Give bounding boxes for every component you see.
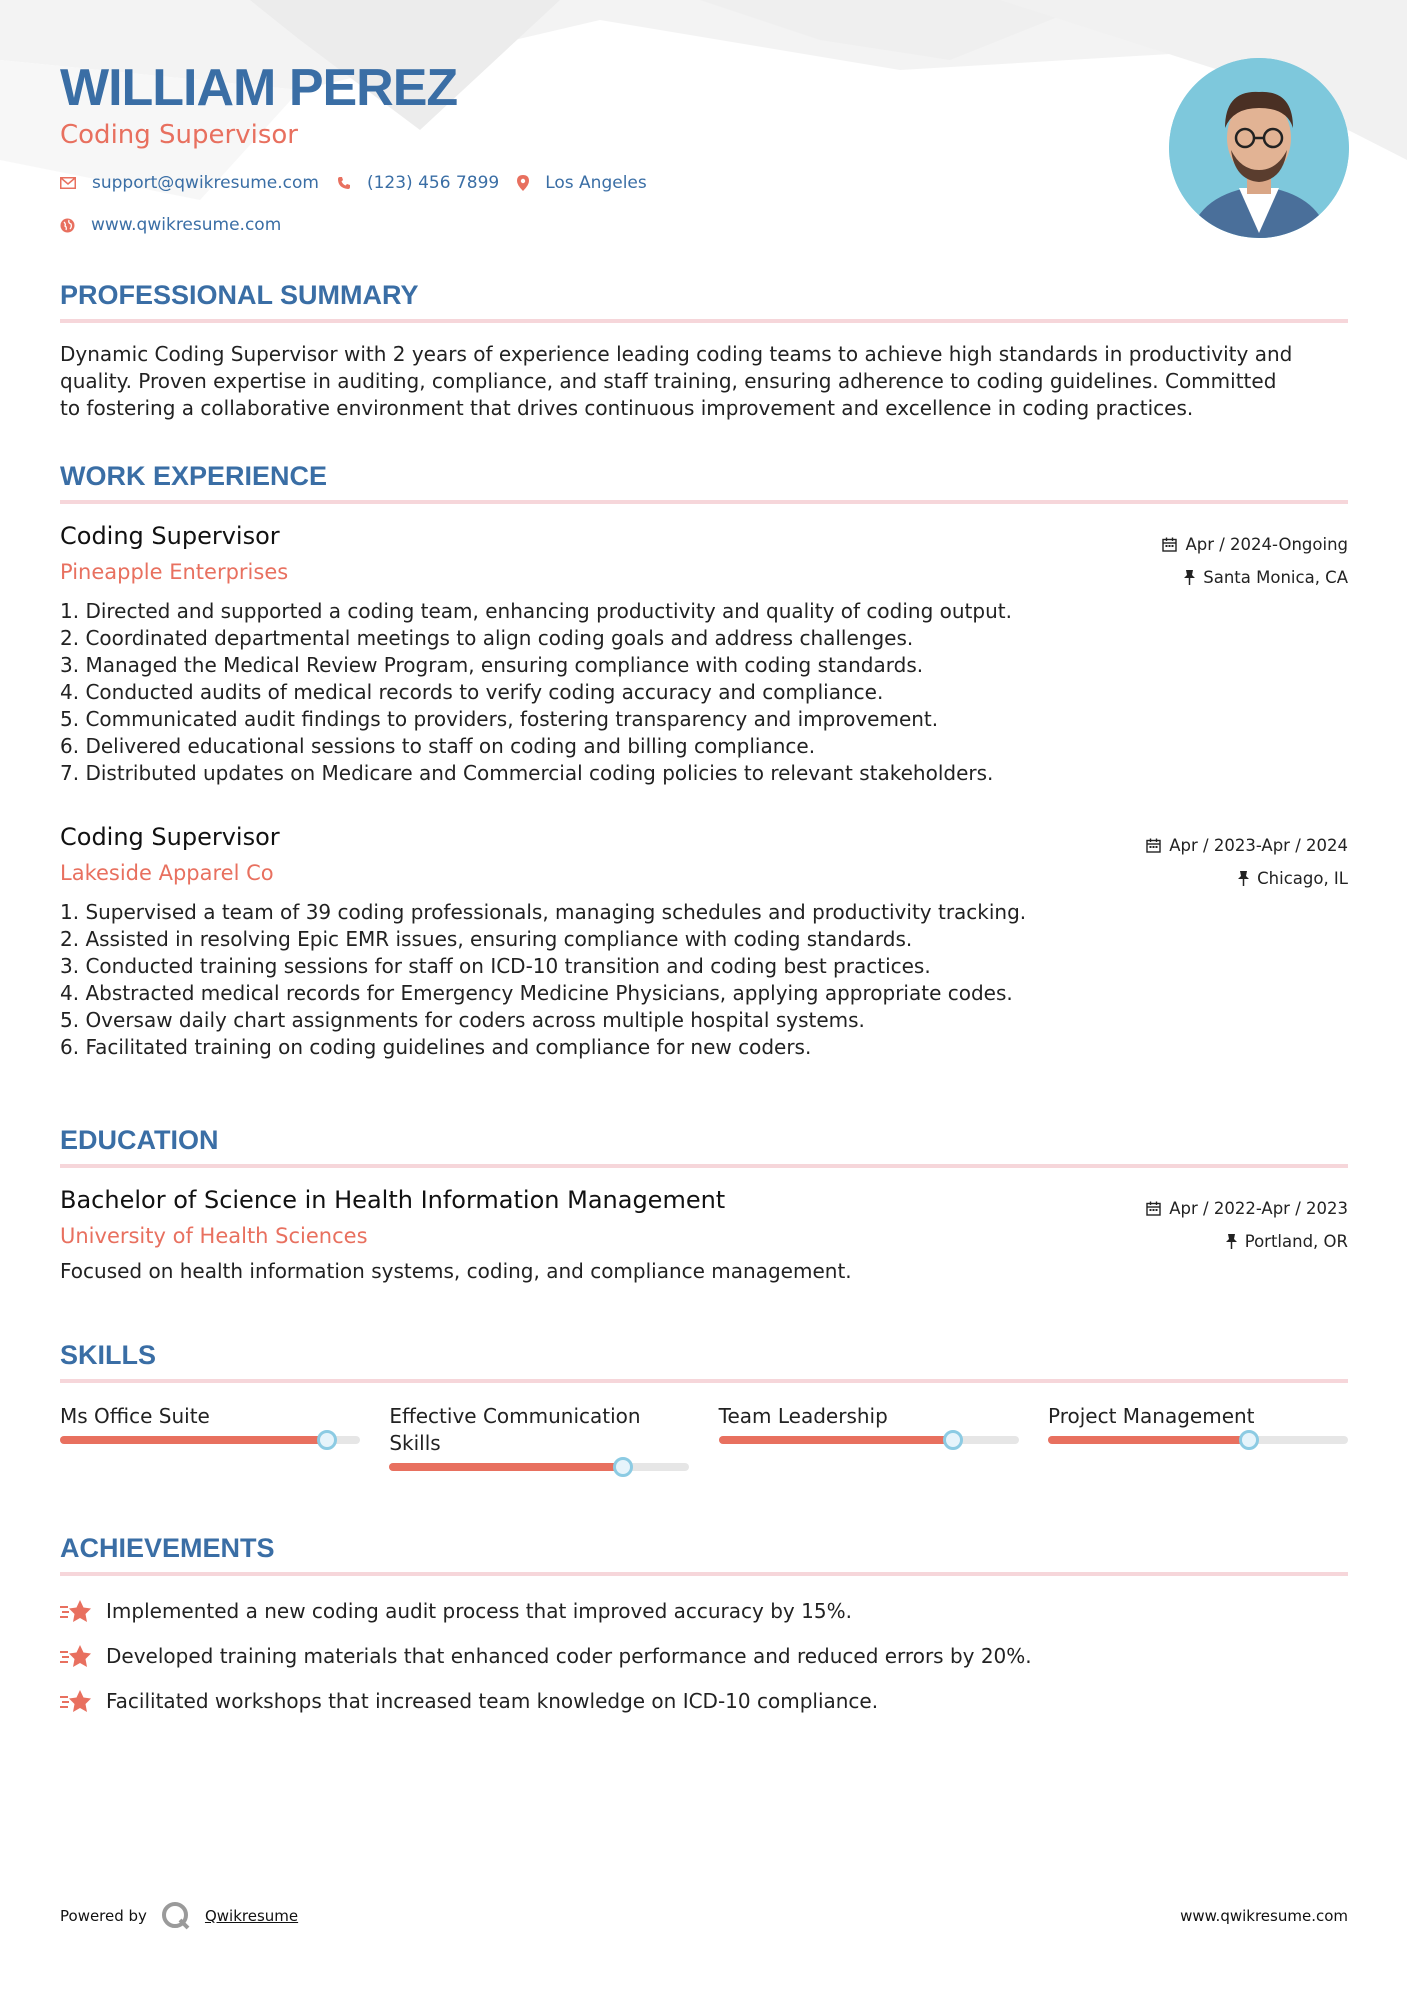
calendar-icon [1146, 838, 1161, 853]
skill-item [719, 1403, 1019, 1471]
job-meta [1146, 829, 1348, 895]
list-item: 5. Communicated audit findings to providers, fostering transparency and improvement. [60, 707, 939, 731]
list-item: 4. Abstracted medical records for Emergency Medicine Physicians, applying appropriate codes. [60, 981, 1013, 1005]
job-bullets [60, 598, 1348, 787]
email-text: support@qwikresume.com [92, 173, 319, 193]
phone-text: (123) 456 7899 [366, 173, 500, 193]
education-location [1146, 1225, 1348, 1258]
skill-item [1048, 1403, 1348, 1471]
skill-bar [1048, 1436, 1348, 1444]
skill-bar [389, 1463, 689, 1471]
list-item [60, 1633, 1348, 1678]
globe-icon [60, 218, 75, 233]
job-bullets [60, 899, 1348, 1061]
candidate-name: WILLIAM PEREZ [60, 59, 458, 117]
avatar [1169, 58, 1349, 238]
section-divider [60, 1164, 1348, 1168]
summary-line: to fostering a collaborative environment that drives continuous improvement and excellence in coding practices. [60, 396, 1194, 420]
website-text: www.qwikresume.com [91, 215, 282, 235]
job-dates [1162, 528, 1348, 561]
profile-photo-icon [1169, 58, 1349, 238]
achievement-text: Implemented a new coding audit process that improved accuracy by 15%. [106, 1598, 852, 1623]
contact-row [60, 173, 665, 193]
education-section [60, 1125, 1348, 1168]
school-name: University of Health Sciences [60, 1224, 368, 1248]
skill-bar [719, 1436, 1019, 1444]
location-item [517, 173, 647, 193]
job-location-text: Chicago, IL [1257, 869, 1348, 888]
contact-row-website [60, 215, 299, 235]
experience-section [60, 461, 1348, 504]
list-item: 7. Distributed updates on Medicare and Commercial coding policies to relevant stakeholders. [60, 761, 994, 785]
section-divider [60, 1572, 1348, 1576]
list-item: 6. Facilitated training on coding guidelines and compliance for new coders. [60, 1035, 812, 1059]
summary-heading: PROFESSIONAL SUMMARY [60, 280, 419, 310]
skill-fill [719, 1436, 953, 1444]
skills-list [60, 1403, 1348, 1471]
skill-fill [389, 1463, 623, 1471]
skill-name: Team Leadership [718, 1404, 888, 1428]
website-item[interactable] [60, 215, 281, 235]
list-item: 2. Assisted in resolving Epic EMR issues, ensuring compliance with coding standards. [60, 927, 913, 951]
phone-item[interactable] [337, 173, 499, 193]
skills-heading: SKILLS [60, 1340, 157, 1370]
job-location-text: Santa Monica, CA [1203, 568, 1348, 587]
skill-knob [613, 1457, 633, 1477]
powered-by-text: Powered by [60, 1907, 147, 1925]
job-company: Lakeside Apparel Co [60, 861, 274, 885]
skill-knob [1239, 1430, 1259, 1450]
achievements-list [60, 1588, 1348, 1723]
skill-name: Project Management [1047, 1404, 1255, 1428]
list-item: 3. Managed the Medical Review Program, ensuring compliance with coding standards. [60, 653, 924, 677]
star-icon [60, 1598, 92, 1624]
skill-fill [1048, 1436, 1249, 1444]
achievements-section [60, 1533, 1348, 1723]
section-divider [60, 1379, 1348, 1383]
footer-website-link[interactable]: www.qwikresume.com [1180, 1907, 1348, 1925]
job-entry [60, 823, 1348, 1061]
education-heading: EDUCATION [60, 1125, 219, 1155]
pushpin-icon [1226, 1234, 1237, 1249]
achievements-heading: ACHIEVEMENTS [60, 1533, 275, 1563]
email-icon [60, 177, 76, 189]
star-icon [60, 1688, 92, 1714]
summary-section [60, 280, 1348, 422]
job-dates-text: Apr / 2024-Ongoing [1185, 535, 1348, 554]
job-dates-text: Apr / 2023-Apr / 2024 [1169, 836, 1348, 855]
list-item: 3. Conducted training sessions for staff on ICD-10 transition and coding best practices. [60, 954, 931, 978]
job-dates [1146, 829, 1348, 862]
list-item [60, 1588, 1348, 1633]
summary-line: quality. Proven expertise in auditing, compliance, and staff training, ensuring adherence to coding guidelines. Committed [60, 369, 1277, 393]
achievement-text: Developed training materials that enhanced coder performance and reduced errors by 20%. [106, 1643, 1032, 1668]
list-item: 6. Delivered educational sessions to staff on coding and billing compliance. [60, 734, 816, 758]
star-icon [60, 1643, 92, 1669]
candidate-title: Coding Supervisor [60, 120, 298, 150]
education-meta [1146, 1192, 1348, 1258]
map-pin-icon [517, 175, 529, 191]
pushpin-icon [1184, 570, 1195, 585]
job-entry [60, 522, 1348, 787]
education-description: Focused on health information systems, coding, and compliance management. [60, 1259, 852, 1283]
education-dates [1146, 1192, 1348, 1225]
job-title: Coding Supervisor [60, 522, 280, 550]
job-company: Pineapple Enterprises [60, 560, 289, 584]
skills-section [60, 1340, 1348, 1471]
summary-line: Dynamic Coding Supervisor with 2 years of experience leading coding teams to achieve high standards in productivity and [60, 342, 1293, 366]
degree-title: Bachelor of Science in Health Information Management [60, 1186, 726, 1214]
education-location-text: Portland, OR [1244, 1232, 1348, 1251]
list-item [60, 1678, 1348, 1723]
skill-fill [60, 1436, 327, 1444]
skill-name: Ms Office Suite [60, 1404, 210, 1428]
calendar-icon [1162, 537, 1177, 552]
job-meta [1162, 528, 1348, 594]
job-title: Coding Supervisor [60, 823, 280, 851]
list-item: 1. Supervised a team of 39 coding professionals, managing schedules and productivity tracking. [60, 900, 1027, 924]
skill-knob [943, 1430, 963, 1450]
brand-link[interactable]: Qwikresume [204, 1907, 299, 1925]
pushpin-icon [1238, 871, 1249, 886]
experience-heading: WORK EXPERIENCE [60, 461, 328, 491]
calendar-icon [1146, 1201, 1161, 1216]
footer [60, 1896, 1348, 1936]
list-item: 5. Oversaw daily chart assignments for coders across multiple hospital systems. [60, 1008, 865, 1032]
email-item[interactable] [60, 173, 319, 193]
education-dates-text: Apr / 2022-Apr / 2023 [1169, 1199, 1348, 1218]
location-text: Los Angeles [545, 173, 647, 193]
skill-name: Effective Communication Skills [389, 1404, 641, 1455]
phone-icon [337, 176, 351, 190]
qwikresume-logo-icon [161, 1901, 191, 1931]
summary-text [60, 341, 1348, 422]
list-item: 4. Conducted audits of medical records to verify coding accuracy and compliance. [60, 680, 884, 704]
job-location [1162, 561, 1348, 594]
achievement-text: Facilitated workshops that increased team knowledge on ICD-10 compliance. [106, 1688, 879, 1713]
education-entry [60, 1186, 1348, 1285]
skill-item [389, 1403, 689, 1471]
skill-bar [60, 1436, 360, 1444]
skill-knob [317, 1430, 337, 1450]
list-item: 2. Coordinated departmental meetings to align coding goals and address challenges. [60, 626, 914, 650]
job-location [1146, 862, 1348, 895]
list-item: 1. Directed and supported a coding team, enhancing productivity and quality of coding output. [60, 599, 1012, 623]
section-divider [60, 500, 1348, 504]
skill-item [60, 1403, 360, 1471]
section-divider [60, 319, 1348, 323]
